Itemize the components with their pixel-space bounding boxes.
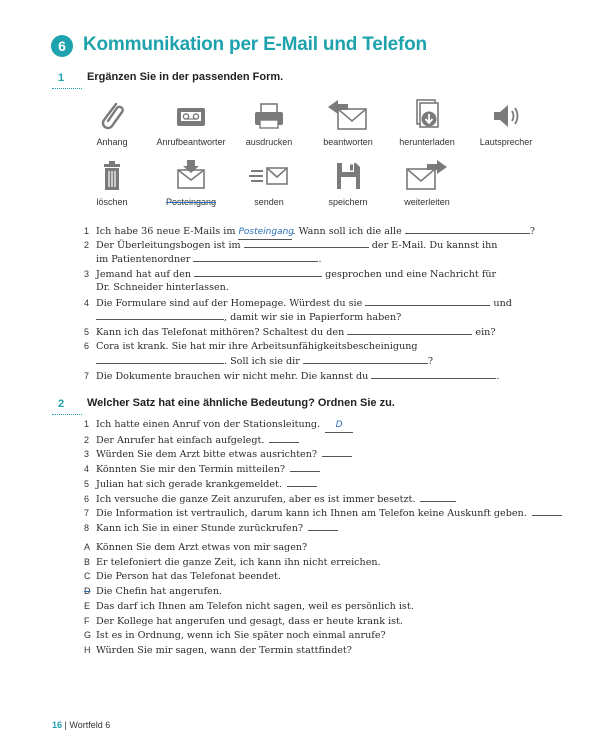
item-number: 5	[84, 327, 90, 337]
sentence-text: .	[318, 254, 322, 265]
item-text: Ich hatte einen Anruf von der Stationsleitung.	[96, 419, 321, 430]
sentence-text: Dr. Schneider hinterlassen.	[96, 282, 229, 293]
option-text: Er telefoniert die ganze Zeit, ich kann ihn nicht erreichen.	[96, 556, 381, 568]
answer-blank[interactable]	[290, 462, 320, 472]
send-icon	[247, 158, 291, 194]
speaker-icon	[484, 98, 528, 134]
option-item	[84, 570, 281, 583]
item-text: Kann ich Sie in einer Stunde zurückrufen?	[96, 522, 304, 534]
footer-section: Wortfeld 6	[69, 720, 111, 730]
item-text: Julian hat sich gerade krankgemeldet.	[96, 478, 282, 490]
item-text: Ich versuche die ganze Zeit anzurufen, aber es ist immer besetzt.	[96, 493, 416, 505]
answer-blank[interactable]	[532, 506, 562, 516]
icon-label: ausdrucken	[245, 137, 293, 147]
sentence-2	[84, 238, 497, 252]
sentence-text: gesprochen und eine Nachricht für	[325, 269, 497, 280]
item-text: Würden Sie dem Arzt bitte etwas ausrichten?	[96, 449, 318, 461]
sentence-text: . Soll ich sie dir	[224, 356, 300, 367]
answer-blank[interactable]	[303, 354, 428, 364]
icon-label: Anrufbeantworter	[156, 137, 226, 147]
reply-mail-icon	[326, 98, 370, 134]
sentence-4-cont	[96, 310, 401, 324]
sentence-text: Ich habe 36 neue E-Mails im	[96, 226, 236, 237]
option-text: Ist es in Ordnung, wenn ich Sie später noch einmal anrufe?	[96, 630, 386, 642]
icon-label: löschen	[96, 197, 128, 207]
sentence-6-cont	[96, 354, 433, 368]
sentence-3	[84, 267, 496, 281]
option-letter: G	[84, 630, 92, 641]
answer-blank[interactable]	[269, 433, 299, 443]
option-item	[84, 585, 222, 598]
option-text: Würden Sie mir sagen, wann der Termin stattfindet?	[96, 644, 352, 656]
sentence-4	[84, 296, 512, 310]
option-letter: D	[84, 586, 91, 597]
answer-blank[interactable]	[371, 369, 496, 379]
item-text: Der Anrufer hat einfach aufgelegt.	[96, 434, 265, 446]
item-number: 2	[84, 240, 90, 250]
handwritten-answer[interactable]: D	[325, 419, 353, 433]
answer-blank[interactable]	[322, 447, 352, 457]
item-number: 1	[84, 226, 90, 236]
sentence-text: , damit wir sie in Papierform haben?	[224, 312, 402, 323]
trash-icon	[90, 158, 134, 194]
item-text: Könnten Sie mir den Termin mitteilen?	[96, 464, 286, 476]
download-icon	[405, 98, 449, 134]
item-number: 3	[84, 449, 90, 460]
item-number: 4	[84, 464, 90, 475]
option-item	[84, 600, 414, 613]
page-title: Kommunikation per E-Mail und Telefon	[83, 34, 427, 55]
exercise-number-1: 1	[58, 72, 65, 84]
option-text: Können Sie dem Arzt etwas von mir sagen?	[96, 542, 308, 553]
forward-mail-icon	[405, 158, 449, 194]
inbox-icon	[169, 158, 213, 194]
sentence-5	[84, 325, 495, 339]
item-number: 6	[84, 493, 90, 504]
sentence-7	[84, 369, 499, 383]
option-text: Die Chefin hat angerufen.	[96, 586, 223, 598]
option-letter: H	[84, 644, 91, 655]
sentence-text: im Patientenordner	[96, 254, 191, 265]
icon-label: weiterleiten	[404, 197, 450, 207]
answer-blank[interactable]	[287, 477, 317, 487]
sentence-text: der E-Mail. Du kannst ihn	[371, 240, 498, 251]
answer-blank[interactable]	[420, 492, 456, 502]
sentence-text: .	[496, 371, 500, 382]
option-text: Die Person hat das Telefonat beendet.	[96, 571, 281, 583]
option-letter: F	[84, 615, 90, 626]
matching-item	[84, 447, 352, 461]
answer-blank[interactable]	[194, 267, 322, 277]
option-text: Der Kollege hat angerufen und gesagt, dass er heute krank ist.	[96, 615, 403, 627]
answer-blank[interactable]	[193, 252, 318, 262]
item-number: 2	[84, 434, 90, 445]
item-number: 5	[84, 478, 90, 489]
matching-item	[84, 462, 320, 476]
sentence-text: ?	[427, 356, 434, 367]
option-letter: B	[84, 556, 91, 567]
icon-label: speichern	[328, 197, 368, 207]
page-footer	[52, 720, 110, 730]
chapter-badge: 6	[51, 35, 73, 57]
matching-item	[84, 418, 353, 433]
exercise-1-instruction: Ergänzen Sie in der passenden Form.	[87, 71, 284, 83]
printer-icon	[247, 98, 291, 134]
icon-label-struck: Posteingang	[165, 197, 217, 207]
item-number: 1	[84, 419, 90, 429]
item-number: 4	[84, 298, 90, 308]
sentence-text: und	[493, 298, 512, 309]
sentence-6	[84, 340, 418, 353]
sentence-text: Der Überleitungsbogen ist im	[96, 240, 241, 251]
sentence-text: Die Dokumente brauchen wir nicht mehr. Die kannst du	[96, 371, 369, 382]
option-item	[84, 615, 403, 628]
sentence-text: ?	[529, 226, 535, 237]
option-item	[84, 556, 381, 569]
page-number: 16	[52, 720, 63, 730]
sentence-text: . Wann soll ich die alle	[292, 226, 402, 237]
item-number: 7	[84, 508, 90, 519]
answer-blank[interactable]	[308, 521, 338, 531]
icon-label: beantworten	[323, 137, 373, 147]
icon-label: Anhang	[96, 137, 128, 147]
handwritten-answer[interactable]: Posteingang	[238, 226, 292, 240]
option-letter: E	[84, 600, 91, 611]
option-item	[84, 541, 307, 554]
sentence-text: ein?	[475, 327, 496, 338]
matching-item	[84, 433, 299, 447]
save-icon	[326, 158, 370, 194]
paperclip-icon	[90, 98, 134, 134]
answering-machine-icon	[169, 98, 213, 134]
footer-separator: |	[64, 720, 67, 730]
answer-blank[interactable]	[347, 325, 472, 335]
matching-item	[84, 521, 338, 535]
matching-item	[84, 492, 456, 506]
exercise-number-2: 2	[58, 398, 65, 410]
answer-blank[interactable]	[96, 310, 224, 320]
answer-blank[interactable]	[365, 296, 490, 306]
sentence-text: Kann ich das Telefonat mithören? Schaltest du den	[96, 327, 345, 338]
item-number: 8	[84, 522, 90, 533]
exercise-2-instruction: Welcher Satz hat eine ähnliche Bedeutung? Ordnen Sie zu.	[87, 397, 395, 409]
item-text: Die Information ist vertraulich, darum kann ich Ihnen am Telefon keine Auskunft geben.	[96, 508, 527, 520]
matching-item	[84, 477, 317, 491]
sentence-text: Die Formulare sind auf der Homepage. Würdest du sie	[96, 298, 363, 309]
item-number: 3	[84, 269, 90, 279]
matching-item	[84, 506, 562, 520]
answer-blank[interactable]	[405, 224, 530, 234]
icon-label: Lautsprecher	[479, 137, 533, 147]
item-number: 7	[84, 371, 90, 381]
option-item	[84, 644, 352, 657]
sentence-2-cont	[96, 252, 322, 266]
option-letter: A	[84, 542, 91, 552]
answer-blank[interactable]	[244, 238, 369, 248]
sentence-text: Cora ist krank. Sie hat mir ihre Arbeitsunfähigkeitsbescheinigung	[96, 341, 418, 352]
sentence-3-cont	[96, 281, 229, 294]
icon-label: senden	[254, 197, 284, 207]
option-text: Das darf ich Ihnen am Telefon nicht sagen, weil es persönlich ist.	[96, 600, 414, 612]
icon-label: herunterladen	[399, 137, 455, 147]
option-item	[84, 629, 386, 642]
answer-blank[interactable]	[96, 354, 224, 364]
option-letter: C	[84, 571, 91, 582]
item-number: 6	[84, 341, 90, 351]
sentence-text: Jemand hat auf den	[96, 269, 192, 280]
